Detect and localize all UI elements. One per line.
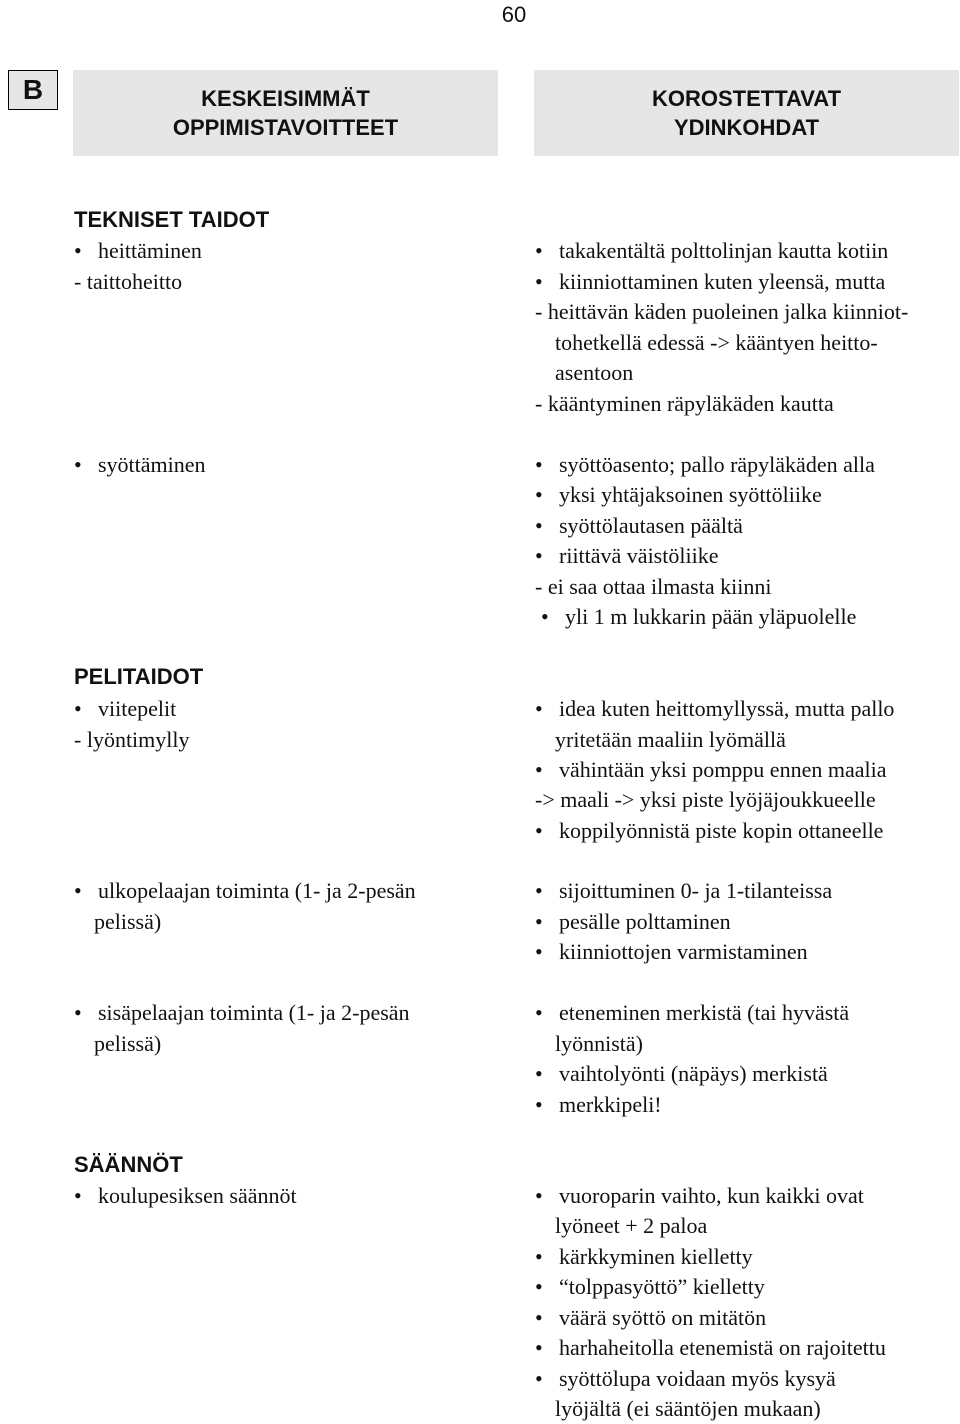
right-item-12: • yli 1 m lukkarin pään yläpuolelle — [565, 602, 856, 632]
left-subitem-lyontimylly: - lyöntimylly — [74, 727, 190, 752]
left-item-sisapelaaja: • sisäpelaajan toiminta (1- ja 2-pesän — [98, 998, 410, 1028]
right-item-19: • pesälle polttaminen — [559, 907, 731, 937]
right-item-13: • idea kuten heittomyllyssä, mutta pallo — [559, 694, 894, 724]
right-item-9: • syöttölautasen päältä — [559, 511, 743, 541]
right-subitem-5: asentoon — [555, 360, 634, 385]
header-left-line-1: KESKEISIMMÄT — [201, 86, 370, 111]
left-item-ulkopelaaja-cont: pelissä) — [94, 909, 162, 934]
header-left — [73, 70, 498, 156]
left-item-koulupesis: • koulupesiksen säännöt — [98, 1181, 297, 1211]
header-right-line-2: YDINKOHDAT — [673, 115, 820, 140]
page-number: 60 — [501, 2, 527, 27]
right-item-7: • syöttöasento; pallo räpyläkäden alla — [559, 450, 875, 480]
right-item-25: • vuoroparin vaihto, kun kaikki ovat — [559, 1181, 864, 1211]
right-item-23: • vaihtolyönti (näpäys) merkistä — [559, 1059, 828, 1089]
heading-tekniset-taidot: TEKNISET TAIDOT — [74, 207, 270, 232]
right-item-8: • yksi yhtäjaksoinen syöttöliike — [559, 480, 822, 510]
right-subitem-3: - heittävän käden puoleinen jalka kiinniot- — [535, 299, 909, 324]
heading-saannot: SÄÄNNÖT — [74, 1152, 183, 1177]
right-subitem-4: tohetkellä edessä -> kääntyen heitto- — [555, 330, 878, 355]
right-item-28: • “tolppasyöttö” kielletty — [559, 1272, 765, 1302]
right-item-24: • merkkipeli! — [559, 1090, 662, 1120]
right-subitem-6: - kääntyminen räpyläkäden kautta — [535, 391, 834, 416]
heading-pelitaidot: PELITAIDOT — [74, 664, 204, 689]
right-item-2: • kiinniottaminen kuten yleensä, mutta — [559, 267, 885, 297]
right-item-21: • eteneminen merkistä (tai hyvästä — [559, 998, 849, 1028]
header-left-line-2: OPPIMISTAVOITTEET — [172, 115, 399, 140]
left-item-sisapelaaja-cont: pelissä) — [94, 1031, 162, 1056]
right-item-15: • vähintään yksi pomppu ennen maalia — [559, 755, 886, 785]
right-item-31-cont: lyöjältä (ei sääntöjen mukaan) — [555, 1396, 821, 1421]
left-item-heittaminen: • heittäminen — [98, 236, 202, 266]
left-item-ulkopelaaja: • ulkopelaajan toiminta (1- ja 2-pesän — [98, 876, 416, 906]
right-subitem-16: -> maali -> yksi piste lyöjäjoukkueelle — [535, 787, 876, 812]
left-subitem-taittoheitto: - taittoheitto — [74, 269, 183, 294]
right-item-17: • koppilyönnistä piste kopin ottaneelle — [559, 816, 883, 846]
right-item-21-cont: lyönnistä) — [555, 1031, 643, 1056]
right-item-27: • kärkkyminen kielletty — [559, 1242, 753, 1272]
right-item-25-cont: lyöneet + 2 paloa — [555, 1213, 708, 1238]
right-item-31: • syöttölupa voidaan myös kysyä — [559, 1364, 836, 1394]
section-badge: B — [8, 70, 58, 110]
header-right-line-1: KOROSTETTAVAT — [651, 86, 842, 111]
right-item-30: • harhaheitolla etenemistä on rajoitettu — [559, 1333, 886, 1363]
right-subitem-11: - ei saa ottaa ilmasta kiinni — [535, 574, 772, 599]
right-item-18: • sijoittuminen 0- ja 1-tilanteissa — [559, 876, 832, 906]
right-item-20: • kiinniottojen varmistaminen — [559, 937, 808, 967]
right-item-1: • takakentältä polttolinjan kautta kotiin — [559, 236, 888, 266]
left-item-viitepelit: • viitepelit — [98, 694, 176, 724]
right-item-10: • riittävä väistöliike — [559, 541, 718, 571]
left-item-syottaminen: • syöttäminen — [98, 450, 206, 480]
right-item-13-cont: yritetään maaliin lyömällä — [555, 727, 786, 752]
right-item-29: • väärä syöttö on mitätön — [559, 1303, 766, 1333]
header-right — [534, 70, 959, 156]
